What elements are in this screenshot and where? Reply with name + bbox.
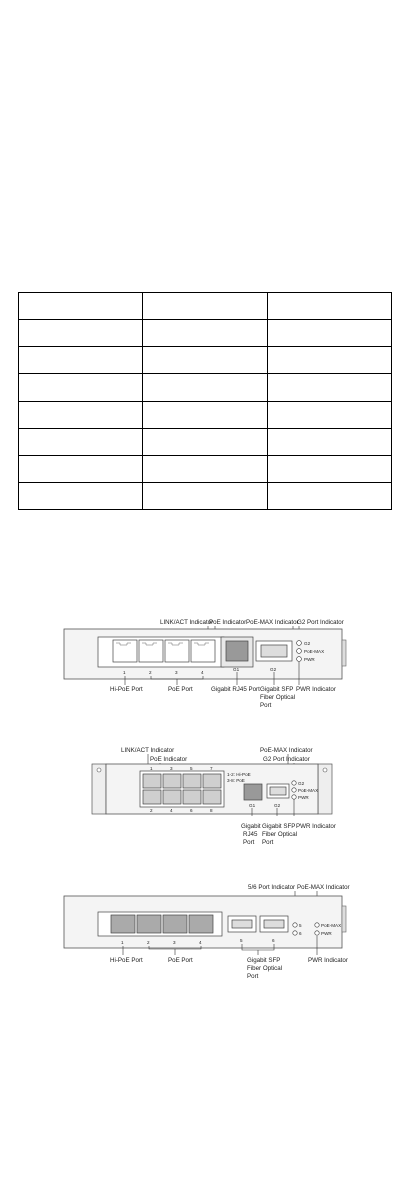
port-4 [189, 915, 213, 933]
port-number: G1 [233, 667, 240, 672]
table-row [19, 455, 392, 482]
port-number: G2 [274, 803, 281, 808]
pwr-indicator-label: PWR Indicator [296, 686, 336, 693]
table-cell [19, 401, 143, 428]
rj45-label-3: Port [243, 839, 255, 846]
table-cell [143, 455, 267, 482]
poe-indicator-label: PoE Indicator [209, 619, 247, 626]
table-cell [267, 428, 391, 455]
port-number: 3 [175, 670, 178, 675]
led-label-pwr: PWR [298, 795, 309, 800]
switch-figure-1 [0, 612, 410, 712]
link-act-label: LINK/ACT Indicator [160, 619, 214, 626]
table-cell [19, 293, 143, 320]
rj45-port-g1 [226, 641, 248, 661]
port-number: 6 [190, 808, 193, 813]
table-cell [267, 455, 391, 482]
port-number: 2 [147, 940, 150, 945]
poe-max-label: PoE-MAX Indicator [260, 747, 313, 754]
switch-figure-3 [0, 878, 410, 988]
poe-max-label: PoE-MAX Indicator [246, 619, 299, 626]
led-label-pwr: PWR [321, 931, 332, 936]
led-label-g2: G2 [304, 641, 311, 646]
table-cell [267, 347, 391, 374]
port-number: 4 [199, 940, 202, 945]
port-4 [191, 640, 215, 662]
port-number: 8 [210, 808, 213, 813]
port-number: 1 [123, 670, 126, 675]
table-row [19, 401, 392, 428]
led-label-poe-max: PoE-MAX [298, 788, 319, 793]
port-5 [183, 774, 201, 788]
port-number: 4 [170, 808, 173, 813]
port-legend-hi-poe: 1-2: Hi-PoE [227, 772, 251, 777]
sfp-label-3: Port [262, 839, 274, 846]
table-row [19, 374, 392, 401]
port-number: 3 [170, 766, 173, 771]
table-cell [143, 347, 267, 374]
poe-max-led-icon [297, 649, 302, 654]
table-cell [143, 401, 267, 428]
port-1 [143, 774, 161, 788]
port-7 [203, 774, 221, 788]
table-cell [19, 482, 143, 509]
pwr-led-icon [292, 795, 296, 799]
link-act-label: LINK/ACT Indicator [121, 747, 175, 754]
led-label-g2: G2 [298, 781, 305, 786]
port-5-led-icon [293, 923, 297, 927]
rj45-label-1: Gigabit [241, 823, 261, 830]
spec-table [18, 292, 392, 510]
g2-port-indicator-label: G2 Port Indicator [263, 756, 310, 763]
poe-port-label: PoE Port [168, 957, 193, 964]
port-number: 7 [210, 766, 213, 771]
poe-max-led-icon [292, 788, 296, 792]
table-cell [143, 428, 267, 455]
table-row [19, 428, 392, 455]
table-row [19, 347, 392, 374]
g2-led-icon [292, 781, 296, 785]
sfp-label-3: Port [260, 702, 272, 709]
switch-figure-2 [0, 740, 410, 850]
port-1 [113, 640, 137, 662]
sfp-label-1: Gigabit SFP [260, 686, 294, 693]
table-cell [267, 374, 391, 401]
poe-max-label: PoE-MAX Indicator [297, 884, 350, 891]
rj45-port-label: Gigabit RJ45 Port [211, 686, 260, 693]
pwr-indicator-label: PWR Indicator [296, 823, 336, 830]
port-number: G1 [249, 803, 256, 808]
table-cell [19, 455, 143, 482]
table-row [19, 293, 392, 320]
port-number: 5 [190, 766, 193, 771]
g2-led-icon [297, 641, 302, 646]
sfp-label-1: Gigabit SFP [247, 957, 281, 964]
port-number: 3 [173, 940, 176, 945]
led-label-6: 6 [299, 931, 302, 936]
port-2 [137, 915, 161, 933]
port-3 [163, 774, 181, 788]
port-number: 4 [201, 670, 204, 675]
led-label-5: 5 [299, 923, 302, 928]
sfp-label-2: Fiber Optical [262, 831, 298, 838]
led-label-poe-max: PoE-MAX [321, 923, 342, 928]
table-cell [267, 320, 391, 347]
table-cell [19, 374, 143, 401]
port-number: 1 [121, 940, 124, 945]
port-number: 1 [150, 766, 153, 771]
port-6-led-icon [293, 931, 297, 935]
table-cell [267, 401, 391, 428]
table-cell [19, 320, 143, 347]
table-cell [267, 293, 391, 320]
pwr-led-icon [315, 931, 319, 935]
table-cell [19, 428, 143, 455]
port-3 [163, 915, 187, 933]
port-6 [183, 790, 201, 804]
pwr-indicator-label: PWR Indicator [308, 957, 348, 964]
table-cell [267, 482, 391, 509]
port-8 [203, 790, 221, 804]
poe-max-led-icon [315, 923, 319, 927]
led-label-poe-max: PoE-MAX [304, 649, 325, 654]
table-cell [143, 320, 267, 347]
sfp-label-1: Gigabit SFP [262, 823, 296, 830]
led-label-pwr: PWR [304, 657, 315, 662]
port-number: 2 [150, 808, 153, 813]
sfp-label-2: Fiber Optical [247, 965, 283, 972]
port-number: 6 [272, 938, 275, 943]
table-cell [143, 293, 267, 320]
port-56-indicator-label: 5/6 Port Indicator [248, 884, 296, 891]
hi-poe-port-label: Hi-PoE Port [110, 957, 143, 964]
port-number: 5 [240, 938, 243, 943]
port-2 [143, 790, 161, 804]
poe-port-label: PoE Port [168, 686, 193, 693]
pwr-led-icon [297, 657, 302, 662]
port-4 [163, 790, 181, 804]
poe-indicator-label: PoE Indicator [150, 756, 188, 763]
table-row [19, 320, 392, 347]
port-legend-poe: 3-8: PoE [227, 778, 245, 783]
g2-port-indicator-label: G2 Port Indicator [297, 619, 344, 626]
port-2 [139, 640, 163, 662]
table-cell [143, 482, 267, 509]
table-cell [143, 374, 267, 401]
port-3 [165, 640, 189, 662]
hi-poe-port-label: Hi-PoE Port [110, 686, 143, 693]
port-number: 2 [149, 670, 152, 675]
sfp-label-3: Port [247, 973, 259, 980]
port-number: G2 [270, 667, 277, 672]
sfp-label-2: Fiber Optical [260, 694, 296, 701]
port-1 [111, 915, 135, 933]
rj45-label-2: RJ45 [243, 831, 258, 838]
table-row [19, 482, 392, 509]
table-cell [19, 347, 143, 374]
rj45-port-g1 [244, 784, 262, 800]
